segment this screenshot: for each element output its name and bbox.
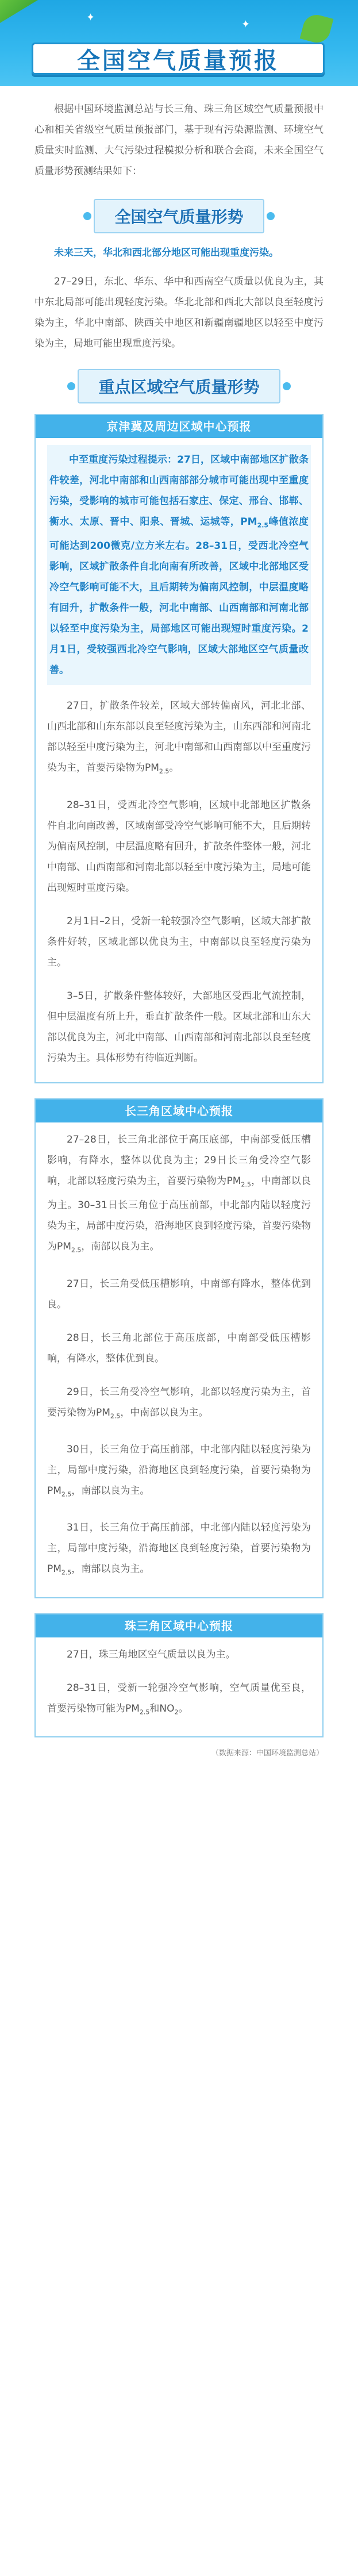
region-title: 长三角区域中心预报 — [36, 1099, 322, 1122]
region-title: 珠三角区域中心预报 — [36, 1614, 322, 1637]
region-title: 京津冀及周边区域中心预报 — [36, 415, 322, 438]
region-yrd — [34, 1098, 324, 1598]
forecast-paragraph: 29日，长三角受冷空气影响，北部以轻度污染为主，首要污染物为$PM_{2.5}$，中南部以良为主。 — [47, 1386, 311, 1420]
page-title: 全国空气质量预报 — [77, 47, 279, 74]
forecast-paragraph: 31日，长三角位于高压前部，中北部内陆以轻度污染为主，局部中度污染，沿海地区良到轻度污染，首要污染物为$PM_{2.5}$，南部以良为主。 — [47, 1522, 311, 1577]
data-source: （数据来源：中国环境监测总站） — [211, 1749, 324, 1758]
article-body — [0, 99, 358, 1758]
section-title: 全国空气质量形势 — [94, 199, 264, 233]
intro-paragraph: 根据中国环境监测总站与长三角、珠三角区域空气质量预报中心和相关省级空气质量预报部门，基于现有污染源监测、环境空气质量实时监测、大气污染过程模拟分析和联合会商，未来全国空气质量形势预测结果如下： — [34, 103, 324, 177]
section-title: 重点区域空气质量形势 — [78, 369, 280, 403]
forecast-paragraph: 28–31日，受新一轮强冷空气影响，空气质量优至良，首要污染物可能为$PM_{2.5}$和$NO_2$。 — [47, 1682, 311, 1716]
forecast-paragraph: 27日，长三角受低压槽影响，中南部有降水，整体优到良。 — [47, 1278, 311, 1310]
forecast-paragraph: 28日，长三角北部位于高压底部，中南部受低压槽影响，有降水，整体优到良。 — [47, 1332, 311, 1364]
regional-heading — [34, 369, 324, 403]
forecast-paragraph: 28–31日，受西北冷空气影响，区域中北部地区扩散条件自北向南改善，区域南部受冷空气影响可能不大，且后期转为偏南风控制，中层温度略有回升，扩散条件整体一般，河北中南部、山西南部和河南北部以轻至中度污染为主，局地可能出现短时重度污染。 — [47, 799, 311, 894]
forecast-paragraph: 27日，扩散条件较差，区域大部转偏南风，河北北部、山西北部和山东东部以良至轻度污染为主，山东西部和河南北部以轻至中度污染为主，河北中南部和山西南部以中至重度污染为主，首要污染物为$PM_{2.5}$。 — [47, 700, 311, 775]
region-prd — [34, 1613, 324, 1737]
forecast-paragraph: 27–28日，长三角北部位于高压底部，中南部受低压槽影响，有降水，整体以优良为主；29日长三角受冷空气影响，北部以轻度污染为主，首要污染物为$PM_{2.5}$，中南部以良为主。30–31日长三角位于高压前部，中北部内陆以轻度污染为主，局部中度污染，沿海地区良到轻度污染，首要污染物为$PM_{2.5}$，南部以良为主。 — [47, 1133, 311, 1254]
title-plate — [32, 43, 325, 75]
star-icon: ✦ — [241, 18, 251, 30]
forecast-paragraph: 3–5日，扩散条件整体较好，大部地区受西北气流控制，但中层温度有所上升，垂直扩散条件一般。区域北部和山东大部以优良为主，河北中南部、山西南部和河南北部以良至轻度污染为主。具体形势有待临近判断。 — [47, 990, 311, 1064]
national-heading — [34, 199, 324, 233]
corner-badge — [0, 0, 38, 23]
alert-text: 中至重度污染过程提示：27日，区域中南部地区扩散条件较差，河北中南部和山西南部部分城市可能出现中至重度污染，受影响的城市可能包括石家庄、保定、邢台、邯郸、衡水、太原、晋中、阳泉、晋城、运城等，$PM_{2.5}$峰值浓度可能达到200微克/立方米左右。28–31日，受西北冷空气影响，区域扩散条件自北向南有所改善，区域中北部地区受冷空气影响可能不大，且后期转为偏南风控制，中层温度略有回升，扩散条件一般，河北中南部、山西南部和河南北部以轻至中度污染为主，局部地区可能出现短时重度污染。2月1日，受较强西北冷空气影响，区域大部地区空气质量改善。 — [49, 454, 309, 676]
pollution-alert — [47, 445, 311, 685]
header-banner — [0, 0, 358, 86]
national-detail: 27–29日，东北、华东、华中和西南空气质量以优良为主，其中东北局部可能出现轻度污染。华北北部和西北大部以良至轻度污染为主，华北中南部、陕西关中地区和新疆南疆地区以轻至中度污染为主，局地可能出现重度污染。 — [34, 276, 324, 349]
star-icon: ✦ — [86, 11, 95, 24]
national-summary: 未来三天，华北和西北部分地区可能出现重度污染。 — [54, 247, 279, 259]
forecast-paragraph: 27日，珠三角地区空气质量以良为主。 — [67, 1648, 236, 1660]
forecast-paragraph: 30日，长三角位于高压前部，中北部内陆以轻度污染为主，局部中度污染，沿海地区良到轻度污染，首要污染物为$PM_{2.5}$，南部以良为主。 — [47, 1443, 311, 1498]
region-jjj — [34, 414, 324, 1083]
leaf-icon — [300, 12, 334, 46]
forecast-paragraph: 2月1日–2日，受新一轮较强冷空气影响，区域大部扩散条件好转，区域北部以优良为主，中南部以良至轻度污染为主。 — [47, 915, 311, 968]
